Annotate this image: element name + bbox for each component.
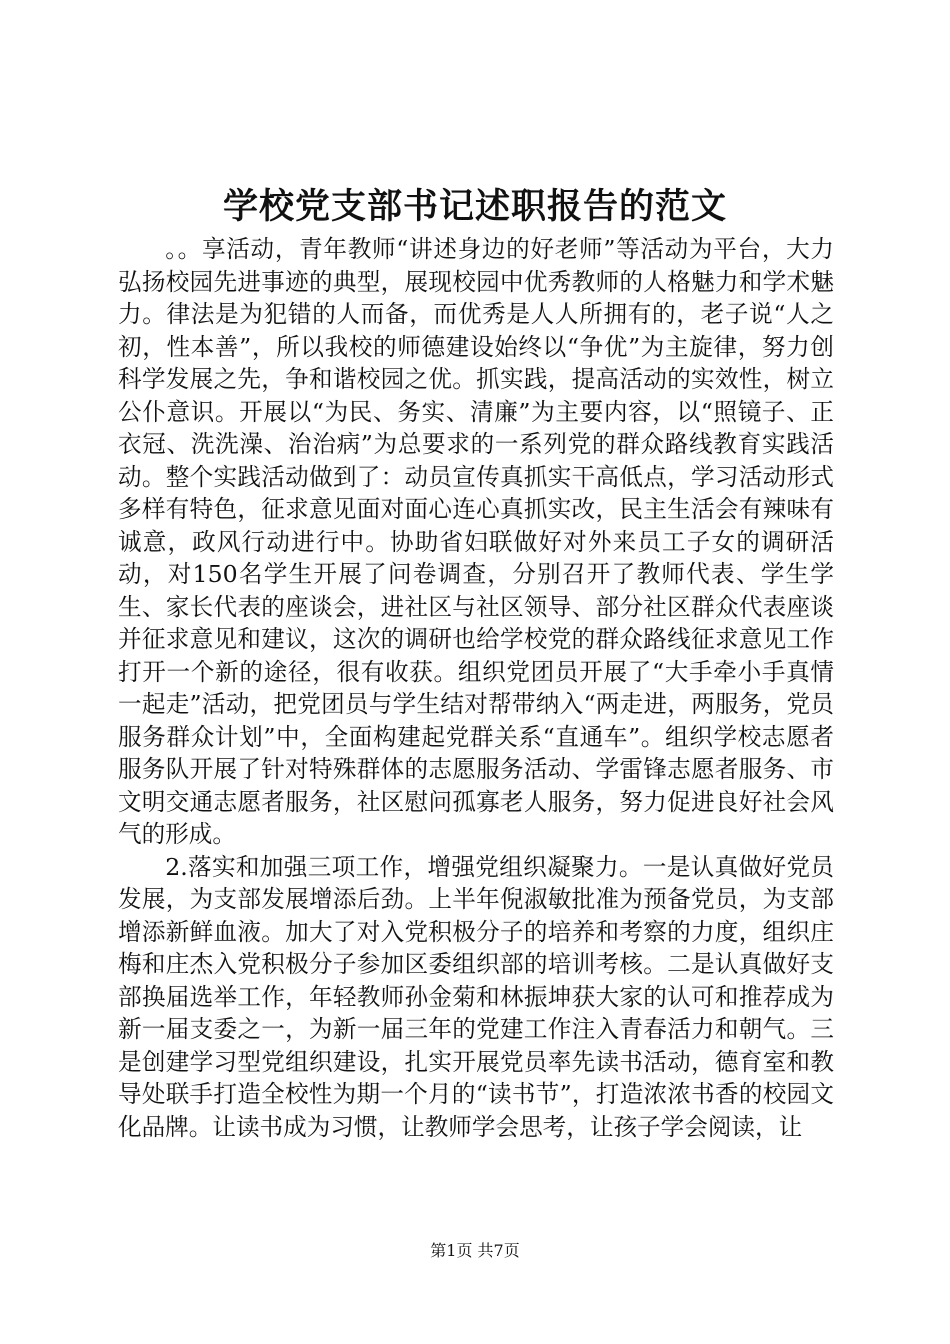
document-title: 学校党支部书记述职报告的范文 [222,186,727,227]
body-paragraph: 2.落实和加强三项工作，增强党组织凝聚力。一是认真做好党员发展，为支部发展增添后劲。上半年倪淑敏批准为预备党员，为支部增添新鲜血液。加大了对入党积极分子的培养和考察的力度，组织庄梅和庄杰入党积极分子参加区委组织部的培训考核。二是认真做好支部换届选举工作，年轻教师孙金菊和林振坤获大家的认可和推荐成为新一届支委之一，为新一届三年的党建工作注入青春活力和朝气。三是创建学习型党组织建设，扎实开展党员率先读书活动，德育室和教导处联手打造全校性为期一个月的“读书节”，打造浓浓书香的校园文化品牌。让读书成为习惯，让教师学会思考，让孩子学会阅读，让 [118,852,834,1141]
page-number-footer: 第1页 共7页 [430,1241,520,1260]
body-paragraph: 。。享活动，青年教师“讲述身边的好老师”等活动为平台，大力弘扬校园先进事迹的典型，展现校园中优秀教师的人格魅力和学术魅力。律法是为犯错的人而备，而优秀是人人所拥有的，老子说“人之初，性本善”，所以我校的师德建设始终以“争优”为主旋律，努力创科学发展之先，争和谐校园之优。抓实践，提高活动的实效性，树立公仆意识。开展以“为民、务实、清廉”为主要内容，以“照镜子、正衣冠、洗洗澡、治治病”为总要求的一系列党的群众路线教育实践活动。整个实践活动做到了：动员宣传真抓实干高低点，学习活动形式多样有特色，征求意见面对面心连心真抓实改，民主生活会有辣味有诚意，政风行动进行中。协助省妇联做好对外来员工子女的调研活动，对150名学生开展了问卷调查，分别召开了教师代表、学生学生、家长代表的座谈会，进社区与社区领导、部分社区群众代表座谈并征求意见和建议，这次的调研也给学校党的群众路线征求意见工作打开一个新的途径，很有收获。组织党团员开展了“大手牵小手真情一起走”活动，把党团员与学生结对帮带纳入“两走进，两服务，党员服务群众计划”中，全面构建起党群关系“直通车”。组织学校志愿者服务队开展了针对特殊群体的志愿服务活动、学雷锋志愿者服务、市文明交通志愿者服务，社区慰问孤寡老人服务，努力促进良好社会风气的形成。 [118,235,834,848]
document-body [118,233,834,1143]
